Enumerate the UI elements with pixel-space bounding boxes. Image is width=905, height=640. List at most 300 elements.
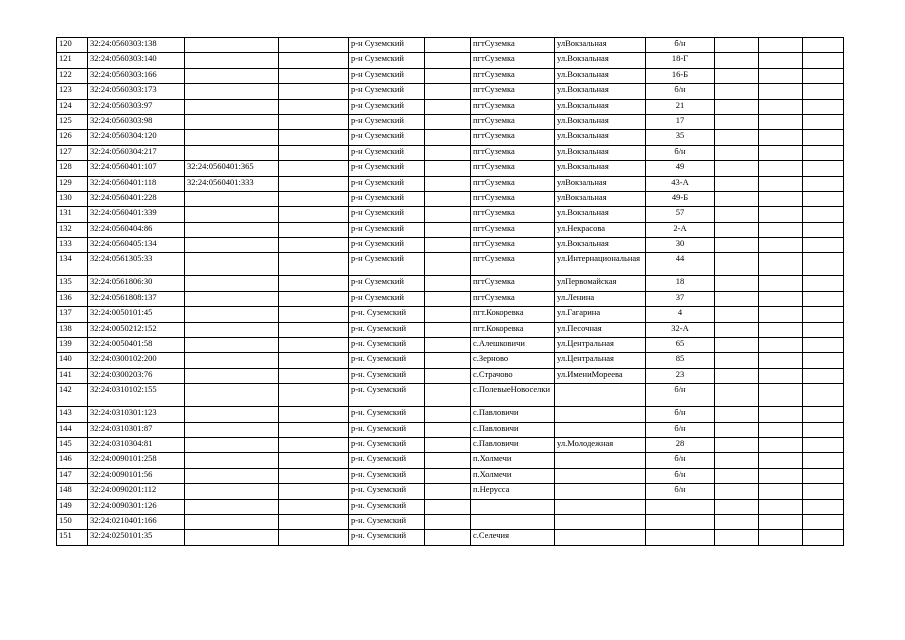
empty-cell — [425, 322, 471, 337]
row-number-cell: 122 — [57, 68, 88, 83]
table-row — [57, 530, 844, 545]
empty-cell — [279, 38, 349, 53]
empty-cell — [279, 484, 349, 499]
settlement-cell: пгт.Кокоревка — [471, 307, 555, 322]
cadastral-number-cell: 32:24:0310102:155 — [88, 384, 185, 407]
settlement-cell: пгтСуземка — [471, 253, 555, 276]
street-cell: ул.Некрасова — [555, 222, 646, 237]
house-number-cell: 18 — [646, 276, 715, 291]
empty-cell — [425, 68, 471, 83]
empty-cell — [279, 207, 349, 222]
cadastral-number-cell: 32:24:0310304:81 — [88, 437, 185, 452]
linked-cadastral-cell — [185, 145, 279, 160]
street-cell: ул.Вокзальная — [555, 114, 646, 129]
linked-cadastral-cell — [185, 384, 279, 407]
empty-cell — [425, 514, 471, 529]
empty-cell — [715, 238, 759, 253]
linked-cadastral-cell — [185, 338, 279, 353]
empty-cell — [279, 407, 349, 422]
empty-cell — [803, 191, 844, 206]
row-number-cell: 125 — [57, 114, 88, 129]
house-number-cell: 65 — [646, 338, 715, 353]
empty-cell — [279, 222, 349, 237]
empty-cell — [279, 422, 349, 437]
district-cell: р-н Суземский — [349, 68, 425, 83]
empty-cell — [715, 407, 759, 422]
house-number-cell: 2-А — [646, 222, 715, 237]
table-row — [57, 514, 844, 529]
district-cell: р-н. Суземский — [349, 407, 425, 422]
empty-cell — [279, 453, 349, 468]
house-number-cell: 44 — [646, 253, 715, 276]
cadastral-number-cell: 32:24:0560405:134 — [88, 238, 185, 253]
row-number-cell: 120 — [57, 38, 88, 53]
cadastral-number-cell: 32:24:0560303:173 — [88, 84, 185, 99]
empty-cell — [425, 468, 471, 483]
empty-cell — [803, 53, 844, 68]
house-number-cell — [646, 514, 715, 529]
house-number-cell: б/н — [646, 84, 715, 99]
row-number-cell: 138 — [57, 322, 88, 337]
empty-cell — [425, 530, 471, 545]
row-number-cell: 147 — [57, 468, 88, 483]
empty-cell — [715, 99, 759, 114]
linked-cadastral-cell — [185, 484, 279, 499]
empty-cell — [425, 307, 471, 322]
district-cell: р-н Суземский — [349, 238, 425, 253]
cadastral-number-cell: 32:24:0560401:118 — [88, 176, 185, 191]
empty-cell — [425, 38, 471, 53]
street-cell: ул.Центральная — [555, 338, 646, 353]
row-number-cell: 126 — [57, 130, 88, 145]
row-number-cell: 146 — [57, 453, 88, 468]
linked-cadastral-cell — [185, 99, 279, 114]
empty-cell — [759, 161, 803, 176]
linked-cadastral-cell — [185, 499, 279, 514]
empty-cell — [279, 530, 349, 545]
settlement-cell — [471, 499, 555, 514]
street-cell: улВокзальная — [555, 38, 646, 53]
district-cell: р-н Суземский — [349, 253, 425, 276]
row-number-cell: 141 — [57, 368, 88, 383]
empty-cell — [759, 276, 803, 291]
empty-cell — [715, 114, 759, 129]
cadastral-number-cell: 32:24:0090301:126 — [88, 499, 185, 514]
house-number-cell: б/н — [646, 422, 715, 437]
row-number-cell: 145 — [57, 437, 88, 452]
table-row — [57, 176, 844, 191]
empty-cell — [425, 99, 471, 114]
district-cell: р-н. Суземский — [349, 384, 425, 407]
cadastral-number-cell: 32:24:0050212:152 — [88, 322, 185, 337]
empty-cell — [715, 145, 759, 160]
parcels-table — [56, 37, 844, 546]
empty-cell — [279, 276, 349, 291]
linked-cadastral-cell — [185, 368, 279, 383]
cadastral-number-cell: 32:24:0560303:138 — [88, 38, 185, 53]
street-cell: ул.ИмениМореева — [555, 368, 646, 383]
cadastral-number-cell: 32:24:0560303:166 — [88, 68, 185, 83]
linked-cadastral-cell: 32:24:0560401:333 — [185, 176, 279, 191]
row-number-cell: 151 — [57, 530, 88, 545]
house-number-cell: б/н — [646, 453, 715, 468]
empty-cell — [715, 276, 759, 291]
linked-cadastral-cell — [185, 276, 279, 291]
empty-cell — [715, 530, 759, 545]
row-number-cell: 137 — [57, 307, 88, 322]
row-number-cell: 143 — [57, 407, 88, 422]
row-number-cell: 136 — [57, 291, 88, 306]
empty-cell — [279, 384, 349, 407]
street-cell — [555, 407, 646, 422]
table-body — [57, 38, 844, 546]
district-cell: р-н. Суземский — [349, 499, 425, 514]
house-number-cell: 4 — [646, 307, 715, 322]
empty-cell — [759, 307, 803, 322]
settlement-cell: пгтСуземка — [471, 130, 555, 145]
empty-cell — [759, 353, 803, 368]
row-number-cell: 148 — [57, 484, 88, 499]
settlement-cell: пгтСуземка — [471, 145, 555, 160]
empty-cell — [803, 276, 844, 291]
row-number-cell: 129 — [57, 176, 88, 191]
table-row — [57, 161, 844, 176]
empty-cell — [803, 484, 844, 499]
settlement-cell: п.Нерусса — [471, 484, 555, 499]
empty-cell — [279, 176, 349, 191]
house-number-cell: 21 — [646, 99, 715, 114]
house-number-cell — [646, 530, 715, 545]
district-cell: р-н. Суземский — [349, 368, 425, 383]
district-cell: р-н. Суземский — [349, 422, 425, 437]
row-number-cell: 142 — [57, 384, 88, 407]
row-number-cell: 144 — [57, 422, 88, 437]
linked-cadastral-cell — [185, 68, 279, 83]
empty-cell — [279, 338, 349, 353]
district-cell: р-н Суземский — [349, 53, 425, 68]
empty-cell — [715, 368, 759, 383]
settlement-cell: пгтСуземка — [471, 53, 555, 68]
district-cell: р-н. Суземский — [349, 437, 425, 452]
empty-cell — [715, 68, 759, 83]
empty-cell — [425, 437, 471, 452]
street-cell: ул.Интернациональная — [555, 253, 646, 276]
empty-cell — [803, 38, 844, 53]
linked-cadastral-cell — [185, 322, 279, 337]
district-cell: р-н. Суземский — [349, 468, 425, 483]
empty-cell — [715, 130, 759, 145]
linked-cadastral-cell — [185, 407, 279, 422]
empty-cell — [715, 253, 759, 276]
empty-cell — [803, 207, 844, 222]
table-row — [57, 407, 844, 422]
linked-cadastral-cell — [185, 84, 279, 99]
empty-cell — [803, 384, 844, 407]
district-cell: р-н Суземский — [349, 276, 425, 291]
settlement-cell: пгтСуземка — [471, 291, 555, 306]
empty-cell — [425, 253, 471, 276]
table-row — [57, 307, 844, 322]
row-number-cell: 134 — [57, 253, 88, 276]
empty-cell — [759, 68, 803, 83]
district-cell: р-н Суземский — [349, 99, 425, 114]
empty-cell — [425, 53, 471, 68]
house-number-cell: 49 — [646, 161, 715, 176]
linked-cadastral-cell — [185, 437, 279, 452]
row-number-cell: 121 — [57, 53, 88, 68]
linked-cadastral-cell — [185, 130, 279, 145]
settlement-cell: с.Павловичи — [471, 437, 555, 452]
linked-cadastral-cell — [185, 238, 279, 253]
empty-cell — [803, 307, 844, 322]
empty-cell — [425, 499, 471, 514]
table-row — [57, 453, 844, 468]
table-row — [57, 38, 844, 53]
empty-cell — [425, 291, 471, 306]
cadastral-number-cell: 32:24:0560401:228 — [88, 191, 185, 206]
settlement-cell — [471, 514, 555, 529]
empty-cell — [759, 99, 803, 114]
cadastral-number-cell: 32:24:0560303:140 — [88, 53, 185, 68]
empty-cell — [803, 238, 844, 253]
house-number-cell: 32-А — [646, 322, 715, 337]
house-number-cell: б/н — [646, 145, 715, 160]
linked-cadastral-cell — [185, 207, 279, 222]
settlement-cell: пгтСуземка — [471, 84, 555, 99]
empty-cell — [759, 176, 803, 191]
empty-cell — [759, 368, 803, 383]
empty-cell — [803, 130, 844, 145]
settlement-cell: пгтСуземка — [471, 207, 555, 222]
table-row — [57, 68, 844, 83]
cadastral-number-cell: 32:24:0560303:98 — [88, 114, 185, 129]
empty-cell — [803, 368, 844, 383]
empty-cell — [803, 99, 844, 114]
empty-cell — [715, 338, 759, 353]
cadastral-number-cell: 32:24:0560304:120 — [88, 130, 185, 145]
cadastral-number-cell: 32:24:0090101:56 — [88, 468, 185, 483]
empty-cell — [803, 84, 844, 99]
empty-cell — [425, 176, 471, 191]
row-number-cell: 128 — [57, 161, 88, 176]
house-number-cell: 30 — [646, 238, 715, 253]
district-cell: р-н Суземский — [349, 130, 425, 145]
table-row — [57, 384, 844, 407]
table-row — [57, 484, 844, 499]
row-number-cell: 127 — [57, 145, 88, 160]
settlement-cell: пгтСуземка — [471, 191, 555, 206]
settlement-cell: с.Селечия — [471, 530, 555, 545]
table-row — [57, 84, 844, 99]
settlement-cell: пгтСуземка — [471, 222, 555, 237]
cadastral-number-cell: 32:24:0310301:87 — [88, 422, 185, 437]
empty-cell — [425, 422, 471, 437]
empty-cell — [803, 407, 844, 422]
empty-cell — [279, 368, 349, 383]
cadastral-number-cell: 32:24:0210401:166 — [88, 514, 185, 529]
empty-cell — [715, 468, 759, 483]
row-number-cell: 139 — [57, 338, 88, 353]
house-number-cell: 49-Б — [646, 191, 715, 206]
linked-cadastral-cell — [185, 422, 279, 437]
settlement-cell: с.Павловичи — [471, 407, 555, 422]
linked-cadastral-cell — [185, 453, 279, 468]
settlement-cell: пгтСуземка — [471, 38, 555, 53]
empty-cell — [425, 222, 471, 237]
district-cell: р-н Суземский — [349, 145, 425, 160]
empty-cell — [803, 176, 844, 191]
row-number-cell: 131 — [57, 207, 88, 222]
empty-cell — [279, 307, 349, 322]
empty-cell — [715, 453, 759, 468]
empty-cell — [803, 338, 844, 353]
empty-cell — [803, 145, 844, 160]
empty-cell — [759, 499, 803, 514]
row-number-cell: 150 — [57, 514, 88, 529]
row-number-cell: 135 — [57, 276, 88, 291]
settlement-cell: с.ПолевыеНовоселки — [471, 384, 555, 407]
district-cell: р-н Суземский — [349, 291, 425, 306]
cadastral-number-cell: 32:24:0560404:86 — [88, 222, 185, 237]
empty-cell — [715, 176, 759, 191]
empty-cell — [425, 407, 471, 422]
empty-cell — [803, 499, 844, 514]
cadastral-number-cell: 32:24:0310301:123 — [88, 407, 185, 422]
table-row — [57, 53, 844, 68]
district-cell: р-н. Суземский — [349, 307, 425, 322]
district-cell: р-н Суземский — [349, 84, 425, 99]
settlement-cell: пгт.Кокоревка — [471, 322, 555, 337]
cadastral-number-cell: 32:24:0050101:45 — [88, 307, 185, 322]
house-number-cell: 23 — [646, 368, 715, 383]
empty-cell — [803, 514, 844, 529]
empty-cell — [759, 53, 803, 68]
empty-cell — [279, 145, 349, 160]
street-cell — [555, 514, 646, 529]
linked-cadastral-cell — [185, 38, 279, 53]
settlement-cell: с.Страчово — [471, 368, 555, 383]
empty-cell — [803, 437, 844, 452]
empty-cell — [279, 238, 349, 253]
empty-cell — [715, 307, 759, 322]
linked-cadastral-cell — [185, 530, 279, 545]
empty-cell — [759, 222, 803, 237]
settlement-cell: пгтСуземка — [471, 176, 555, 191]
document-page — [56, 37, 844, 546]
empty-cell — [279, 161, 349, 176]
settlement-cell: пгтСуземка — [471, 238, 555, 253]
empty-cell — [425, 338, 471, 353]
row-number-cell: 130 — [57, 191, 88, 206]
house-number-cell: 35 — [646, 130, 715, 145]
district-cell: р-н Суземский — [349, 38, 425, 53]
empty-cell — [715, 514, 759, 529]
house-number-cell: б/н — [646, 484, 715, 499]
table-row — [57, 338, 844, 353]
street-cell: ул.Вокзальная — [555, 161, 646, 176]
linked-cadastral-cell — [185, 222, 279, 237]
empty-cell — [803, 114, 844, 129]
cadastral-number-cell: 32:24:0050401:58 — [88, 338, 185, 353]
empty-cell — [759, 253, 803, 276]
street-cell — [555, 499, 646, 514]
district-cell: р-н Суземский — [349, 161, 425, 176]
empty-cell — [425, 207, 471, 222]
house-number-cell: б/н — [646, 38, 715, 53]
empty-cell — [425, 130, 471, 145]
empty-cell — [759, 84, 803, 99]
empty-cell — [425, 384, 471, 407]
empty-cell — [715, 499, 759, 514]
empty-cell — [803, 468, 844, 483]
street-cell — [555, 422, 646, 437]
settlement-cell: с.Павловичи — [471, 422, 555, 437]
empty-cell — [715, 207, 759, 222]
house-number-cell: 28 — [646, 437, 715, 452]
house-number-cell: б/н — [646, 468, 715, 483]
district-cell: р-н. Суземский — [349, 322, 425, 337]
empty-cell — [803, 253, 844, 276]
empty-cell — [803, 422, 844, 437]
linked-cadastral-cell — [185, 53, 279, 68]
empty-cell — [759, 38, 803, 53]
cadastral-number-cell: 32:24:0300102:200 — [88, 353, 185, 368]
district-cell: р-н. Суземский — [349, 530, 425, 545]
empty-cell — [759, 384, 803, 407]
empty-cell — [425, 453, 471, 468]
table-row — [57, 322, 844, 337]
street-cell: ул.Центральная — [555, 353, 646, 368]
settlement-cell: пгтСуземка — [471, 276, 555, 291]
empty-cell — [715, 84, 759, 99]
empty-cell — [759, 238, 803, 253]
empty-cell — [715, 53, 759, 68]
street-cell — [555, 384, 646, 407]
table-row — [57, 291, 844, 306]
empty-cell — [759, 407, 803, 422]
cadastral-number-cell: 32:24:0560303:97 — [88, 99, 185, 114]
empty-cell — [715, 422, 759, 437]
table-row — [57, 468, 844, 483]
cadastral-number-cell: 32:24:0090101:258 — [88, 453, 185, 468]
empty-cell — [759, 191, 803, 206]
empty-cell — [803, 530, 844, 545]
empty-cell — [425, 238, 471, 253]
street-cell: улВокзальная — [555, 176, 646, 191]
empty-cell — [425, 114, 471, 129]
empty-cell — [279, 68, 349, 83]
house-number-cell: 16-Б — [646, 68, 715, 83]
linked-cadastral-cell — [185, 291, 279, 306]
street-cell: ул.Песочная — [555, 322, 646, 337]
settlement-cell: пгтСуземка — [471, 114, 555, 129]
empty-cell — [279, 191, 349, 206]
street-cell: улВокзальная — [555, 191, 646, 206]
linked-cadastral-cell — [185, 191, 279, 206]
empty-cell — [759, 322, 803, 337]
empty-cell — [279, 99, 349, 114]
street-cell: ул.Вокзальная — [555, 130, 646, 145]
empty-cell — [279, 353, 349, 368]
linked-cadastral-cell — [185, 514, 279, 529]
cadastral-number-cell: 32:24:0090201:112 — [88, 484, 185, 499]
cadastral-number-cell: 32:24:0250101:35 — [88, 530, 185, 545]
street-cell: ул.Вокзальная — [555, 53, 646, 68]
empty-cell — [279, 514, 349, 529]
empty-cell — [803, 291, 844, 306]
empty-cell — [715, 161, 759, 176]
empty-cell — [425, 276, 471, 291]
